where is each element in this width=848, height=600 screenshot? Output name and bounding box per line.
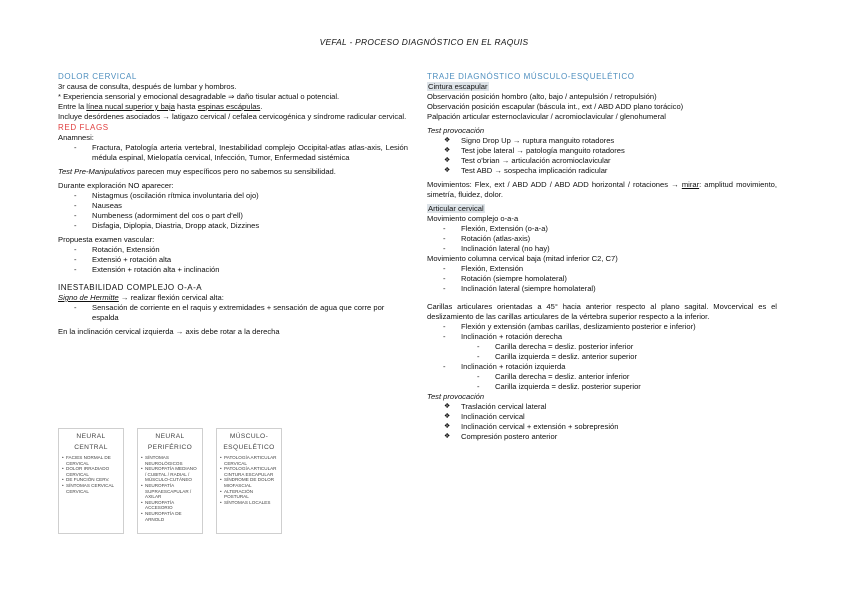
list-item: - Inclinación + rotación derecha bbox=[427, 332, 777, 342]
section-heading-inestabilidad: INESTABILIDAD COMPLEJO O-A-A bbox=[58, 283, 203, 292]
box-item: • DOLOR IRRADIADO CERVICAL bbox=[62, 466, 120, 477]
hermitte-line bbox=[58, 293, 408, 303]
box-neural-central bbox=[58, 428, 124, 534]
list-item: - Rotación, Extensión bbox=[58, 245, 408, 255]
subheading-cintura bbox=[427, 82, 777, 92]
underlined-term: línea nucal superior y baja bbox=[86, 102, 175, 111]
test-provocacion-list bbox=[427, 136, 777, 176]
list-item: - Inclinación lateral (no hay) bbox=[427, 244, 777, 254]
box-item: • ALTERACIÓN POSTURAL bbox=[220, 489, 278, 500]
box-title: NEURAL CENTRAL bbox=[74, 433, 108, 451]
box-list bbox=[138, 453, 202, 522]
mov-baja-list bbox=[427, 264, 777, 294]
mov-oaa-label: Movimiento complejo o-a-a bbox=[427, 214, 519, 223]
propuesta-list bbox=[58, 245, 408, 275]
list-item: - Rotación (atlas-axis) bbox=[427, 234, 777, 244]
movimientos-line bbox=[427, 180, 777, 200]
list-item: ❖ Test ABD → sospecha implicación radicular bbox=[427, 166, 777, 176]
durante-label: Durante exploración NO aparecer: bbox=[58, 181, 174, 190]
list-item: ❖ Signo Drop Up → ruptura manguito rotadores bbox=[427, 136, 777, 146]
carillas-sublist bbox=[427, 372, 777, 392]
text-run: Entre la bbox=[58, 102, 87, 111]
italic-term: Test Pre-Manipulativos bbox=[58, 167, 135, 176]
section-heading-dolor-cervical: DOLOR CERVICAL bbox=[58, 72, 137, 81]
anamnesis-label: Anamnesi: bbox=[58, 133, 94, 142]
list-item: - Extensión + rotación alta + inclinación bbox=[58, 265, 408, 275]
list-item: - Rotación (siempre homolateral) bbox=[427, 274, 777, 284]
text-run: → realizar flexión cervical alta: bbox=[118, 293, 224, 302]
list-item: ❖ Traslación cervical lateral bbox=[427, 402, 777, 412]
right-column bbox=[427, 72, 777, 442]
box-item: • PATOLOGÍA ARTICULAR CINTURA ESCAPULAR bbox=[220, 466, 278, 477]
text-run: parecen muy específicos pero no sabemos su sensibilidad. bbox=[134, 167, 336, 176]
test-provocacion-label: Test provocación bbox=[427, 126, 485, 135]
box-item: • SÍNTOMAS LOCALES bbox=[220, 500, 278, 506]
list-item: - Extensió + rotación alta bbox=[58, 255, 408, 265]
box-list bbox=[59, 453, 123, 494]
box-item: • DE FUNCIÓN CERV. bbox=[62, 477, 120, 483]
list-item: - Inclinación lateral (siempre homolateral) bbox=[427, 284, 777, 294]
box-item: • NEUROPATÍA DE ARNOLD bbox=[141, 511, 199, 522]
mov-oaa-list bbox=[427, 224, 777, 254]
carillas-list bbox=[427, 322, 777, 342]
list-item: - Flexión, Extensión (o-a-a) bbox=[427, 224, 777, 234]
cintura-line: Palpación articular esternoclavicular / acromioclavicular / glenohumeral bbox=[427, 112, 666, 121]
list-item: ❖ Test jobe lateral → patología manguito rotadores bbox=[427, 146, 777, 156]
list-item: ❖ Inclinación cervical bbox=[427, 412, 777, 422]
list-item: - Carilla izquierda = desliz. posterior superior bbox=[427, 382, 777, 392]
underlined-term: mirar bbox=[681, 180, 700, 189]
list-item: - Nistagmus (oscilación rítmica involuntaria del ojo) bbox=[58, 191, 408, 201]
carillas-sublist bbox=[427, 342, 777, 362]
box-list bbox=[217, 453, 281, 505]
page-title: VEFAL - PROCESO DIAGNÓSTICO EN EL RAQUIS bbox=[319, 37, 529, 47]
box-item: • SÍNDROME DE DOLOR MIOFASCIAL bbox=[220, 477, 278, 488]
box-item: • NEUROPATÍA ACCESORIO bbox=[141, 500, 199, 511]
list-item: - Carilla derecha = desliz. anterior inferior bbox=[427, 372, 777, 382]
durante-list bbox=[58, 191, 408, 231]
section-heading-traje: TRAJE DIAGNÓSTICO MÚSCULO-ESQUELÉTICO bbox=[427, 72, 635, 81]
list-item: - Flexión, Extensión bbox=[427, 264, 777, 274]
anamnesis-list bbox=[58, 143, 408, 163]
dolor-line: * Experiencia sensorial y emocional desagradable ⇒ daño tisular actual o potencial. bbox=[58, 92, 340, 101]
box-title: NEURAL PERIFÉRICO bbox=[147, 433, 193, 451]
text-run: : amplitud movimiento, simetría, fluidez, dolor. bbox=[427, 180, 778, 199]
dolor-line: 3r causa de consulta, después de lumbar y hombros. bbox=[58, 82, 237, 91]
inclinacion-line: En la inclinación cervical izquierda → axis debe rotar a la derecha bbox=[58, 327, 280, 336]
highlighted-heading: Cintura escapular bbox=[428, 82, 488, 91]
italic-underlined-term: Signo de Hermitte bbox=[58, 293, 119, 302]
test-premanipulativos bbox=[58, 167, 408, 177]
box-item: • SÍNTOMAS CERVICAL CERVICAL bbox=[62, 483, 120, 494]
box-item: • SÍNTOMAS NEUROLÓGICOS bbox=[141, 455, 199, 466]
list-item: - Sensación de corriente en el raquis y extremidades + sensación de agua que corre por espalda bbox=[58, 303, 408, 323]
box-neural-periferico bbox=[137, 428, 203, 534]
dolor-line bbox=[58, 102, 408, 112]
list-item: ❖ Test o'brian → articulación acromioclavicular bbox=[427, 156, 777, 166]
box-item: • PATOLOGÍA ARTICULAR CERVICAL bbox=[220, 455, 278, 466]
list-item: - Inclinación + rotación izquierda bbox=[427, 362, 777, 372]
list-item: - Numbeness (adormiment del cos o part d'ell) bbox=[58, 211, 408, 221]
classification-diagram bbox=[58, 428, 298, 534]
box-title: MÚSCULO-ESQUELÉTICO bbox=[223, 433, 275, 451]
list-item: ❖ Inclinación cervical + extensión + sobrepresión bbox=[427, 422, 777, 432]
list-item: - Nauseas bbox=[58, 201, 408, 211]
list-item: - Carilla derecha = desliz. posterior inferior bbox=[427, 342, 777, 352]
list-item: ❖ Compresión postero anterior bbox=[427, 432, 777, 442]
list-item: - Fractura, Patología arteria vertebral, Inestabilidad complejo Occipital-atlas atlas-axis, Lesión médula espinal, Mielopatía cervical, Infección, Tumor, Enfermedad sistémica bbox=[58, 143, 408, 163]
test-provocacion-list bbox=[427, 402, 777, 442]
hermitte-list bbox=[58, 303, 408, 323]
underlined-term: espinas escápulas bbox=[197, 102, 261, 111]
highlighted-heading: Articular cervical bbox=[428, 204, 484, 213]
propuesta-label: Propuesta examen vascular: bbox=[58, 235, 155, 244]
cintura-line: Observación posición hombro (alto, bajo / antepulsión / retropulsión) bbox=[427, 92, 657, 101]
list-item: - Carilla izquierda = desliz. anterior superior bbox=[427, 352, 777, 362]
box-item: • FACIES NORMAL DE CERVICAL bbox=[62, 455, 120, 466]
text-run: Movimientos: Flex, ext / ABD ADD / ABD ADD horizontal / rotaciones → bbox=[427, 180, 682, 189]
list-item: - Disfagia, Diplopia, Diastria, Dropp atack, Dizzines bbox=[58, 221, 408, 231]
test-provocacion-label: Test provocación bbox=[427, 392, 485, 401]
subheading-articular bbox=[427, 204, 777, 214]
box-item: • NEUROPATÍA SUPRAESCAPULAR / AXILAR bbox=[141, 483, 199, 500]
text-run: . bbox=[260, 102, 263, 111]
box-musculo-esqueletico bbox=[216, 428, 282, 534]
mov-baja-label: Movimiento columna cervical baja (mitad inferior C2, C7) bbox=[427, 254, 618, 263]
carillas-list bbox=[427, 362, 777, 372]
carillas-paragraph: Carillas articulares orientadas a 45° hacia anterior respecto al plano sagital. Movcervical es el deslizamiento de las carillas articulares de la vértebra superior respecto a la inferior. bbox=[427, 302, 777, 321]
text-run: hasta bbox=[174, 102, 198, 111]
box-item: • NEUROPATÍA MEDIANO / CUBITAL / RADIAL / MÚSCULO-CUTÁNEO bbox=[141, 466, 199, 483]
section-heading-red-flags: RED FLAGS bbox=[58, 123, 109, 132]
cintura-line: Observación posición escapular (báscula int., ext / ABD ADD plano torácico) bbox=[427, 102, 684, 111]
list-item: - Flexión y extensión (ambas carillas, deslizamiento posterior e inferior) bbox=[427, 322, 777, 332]
left-column bbox=[58, 72, 408, 337]
dolor-line: Incluye desórdenes asociados → latigazo cervical / cefalea cervicogénica y síndrome radicular cervical. bbox=[58, 112, 407, 121]
